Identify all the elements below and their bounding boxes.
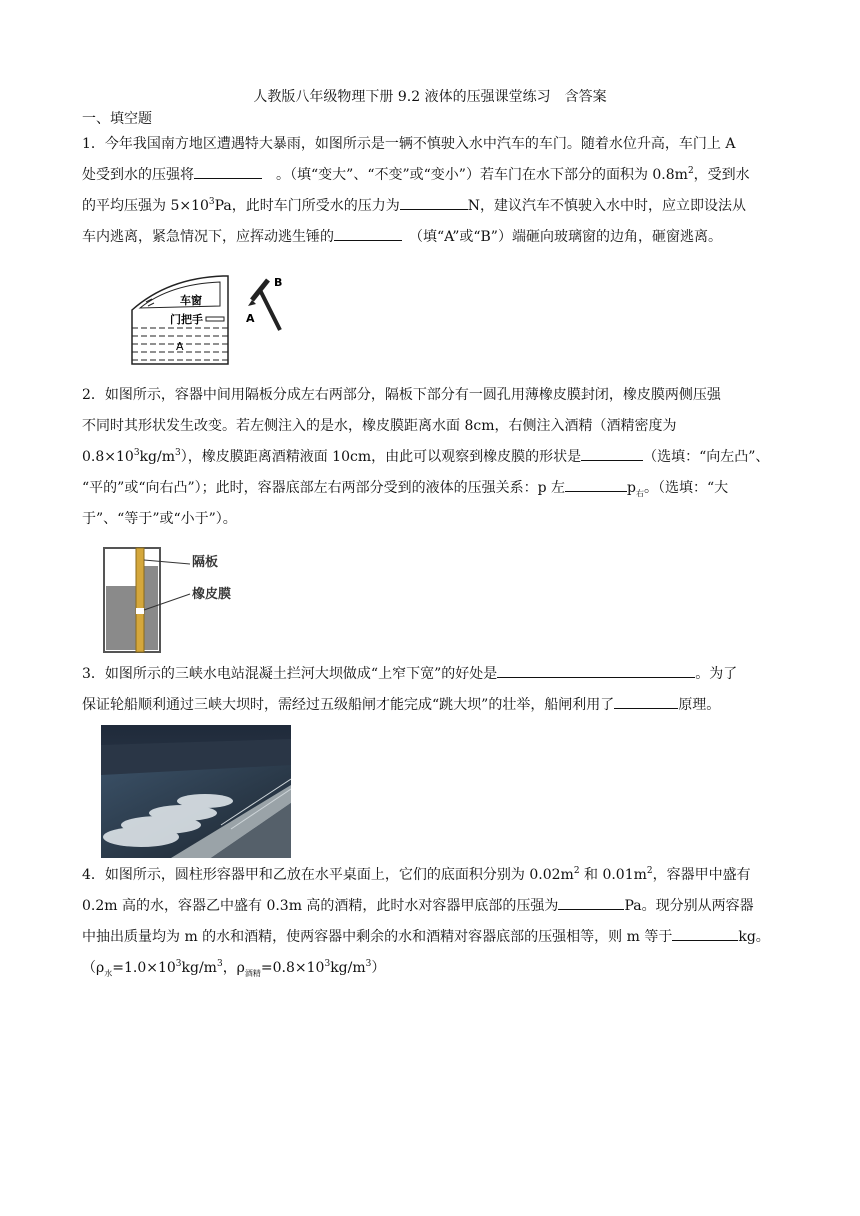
question-3 bbox=[82, 659, 794, 721]
q4-line-1 bbox=[82, 860, 794, 891]
q4-text: kg/m bbox=[181, 960, 217, 976]
q1-text: N，建议汽车不慎驶入水中时，应立即设法从 bbox=[467, 198, 747, 214]
q1-sup: 2 bbox=[687, 166, 694, 176]
q2-text: p bbox=[627, 480, 637, 496]
question-4 bbox=[82, 860, 794, 984]
q2-line-2: 不同时其形状发生改变。若左侧注入的是水，橡皮膜距离水面 8cm，右侧注入酒精（酒精密度为 bbox=[82, 418, 677, 434]
q4-line-2 bbox=[82, 891, 794, 922]
q1-text: （填“A”或“B”）端砸向玻璃窗的边角，砸窗逃离。 bbox=[416, 229, 722, 245]
q4-sub: 水 bbox=[104, 968, 113, 978]
q4-text: 4．如图所示，圆柱形容器甲和乙放在水平桌面上，它们的底面积分别为 0.02m bbox=[82, 867, 574, 883]
q3-line-1 bbox=[82, 659, 794, 690]
q2-blank-2[interactable] bbox=[565, 477, 627, 492]
q4-sub: 酒精 bbox=[244, 968, 261, 978]
q1-text: 处受到水的压强将 bbox=[82, 167, 194, 183]
partition-container-figure bbox=[102, 546, 252, 654]
q1-line-4 bbox=[82, 222, 794, 253]
q4-text: =0.8×10 bbox=[260, 960, 325, 976]
q2-text: 0.8×10 bbox=[82, 449, 134, 465]
membrane-label: 橡皮膜 bbox=[192, 587, 232, 602]
question-2 bbox=[82, 380, 794, 535]
section-heading: 一、填空题 bbox=[82, 111, 152, 127]
q4-text: （ρ bbox=[82, 960, 105, 976]
q2-line-5: 于”、“等于”或“小于”）。 bbox=[82, 511, 237, 527]
q3-text: 保证轮船顺利通过三峡大坝时，需经过五级船闸才能完成“跳大坝”的壮举，船闸利用了 bbox=[82, 697, 615, 713]
q1-line-2 bbox=[82, 160, 794, 191]
q2-text: 。（选填：“大 bbox=[644, 480, 729, 496]
q3-line-2 bbox=[82, 690, 794, 721]
q1-line-3 bbox=[82, 191, 794, 222]
point-a-label: A bbox=[176, 340, 184, 353]
q1-line-1: 1．今年我国南方地区遭遇特大暴雨，如图所示是一辆不慎驶入水中汽车的车门。随着水位升高，车门上 A bbox=[82, 136, 736, 152]
q4-text: Pa。现分别从两容器 bbox=[624, 898, 754, 914]
q4-sup: 3 bbox=[216, 959, 223, 969]
q4-blank-2[interactable] bbox=[672, 926, 738, 941]
document-title: 人教版八年级物理下册 9.2 液体的压强课堂练习 含答案 bbox=[253, 89, 607, 105]
q3-text: 原理。 bbox=[678, 697, 721, 713]
q1-text: Pa，此时车门所受水的压力为 bbox=[214, 198, 400, 214]
q4-sup: 2 bbox=[573, 866, 580, 876]
q4-line-4 bbox=[82, 953, 794, 984]
q2-sup: 3 bbox=[133, 448, 140, 458]
q4-sup: 3 bbox=[324, 959, 331, 969]
window-label: 车窗 bbox=[180, 294, 202, 307]
partition-label: 隔板 bbox=[192, 555, 219, 570]
question-1 bbox=[82, 129, 794, 253]
q4-text: ，ρ bbox=[222, 960, 245, 976]
q1-blank-1[interactable] bbox=[194, 164, 262, 179]
q2-text: “平的”或“向右凸”）；此时，容器底部左右两部分受到的液体的压强关系：p 左 bbox=[82, 480, 566, 496]
q4-text: 中抽出质量均为 m 的水和酒精，使两容器中剩余的水和酒精对容器底部的压强相等，则 m 等于 bbox=[82, 929, 673, 945]
q2-line-4 bbox=[82, 473, 794, 504]
q4-text: 和 0.01m bbox=[579, 867, 647, 883]
q3-text: 。为了 bbox=[695, 666, 738, 682]
q4-sup: 3 bbox=[365, 959, 372, 969]
q1-text: 车内逃离，紧急情况下，应挥动逃生锤的 bbox=[82, 229, 334, 245]
handle-label: 门把手 bbox=[170, 313, 203, 326]
q1-text: 。（填“变大”、“不变”或“变小”）若车门在水下部分的面积为 0.8m bbox=[276, 167, 688, 183]
q1-blank-3[interactable] bbox=[334, 226, 402, 241]
q1-blank-2[interactable] bbox=[400, 195, 468, 210]
q3-blank-2[interactable] bbox=[614, 694, 678, 709]
q1-text: 的平均压强为 5×10 bbox=[82, 198, 209, 214]
hammer-b-label: B bbox=[274, 276, 283, 289]
q2-text: （选填：“向左凸”、 bbox=[643, 449, 770, 465]
q4-blank-1[interactable] bbox=[558, 895, 624, 910]
three-gorges-dam-photo bbox=[101, 725, 291, 858]
q4-sup: 2 bbox=[646, 866, 653, 876]
q2-line-1: 2．如图所示，容器中间用隔板分成左右两部分，隔板下部分有一圆孔用薄橡皮膜封闭，橡皮膜两侧压强 bbox=[82, 387, 721, 403]
q2-sup: 3 bbox=[174, 448, 181, 458]
q2-line-3 bbox=[82, 442, 794, 473]
hammer-a-label: A bbox=[246, 312, 255, 325]
q3-text: 3．如图所示的三峡水电站混凝土拦河大坝做成“上窄下宽”的好处是 bbox=[82, 666, 498, 682]
q4-text: kg。 bbox=[738, 929, 770, 945]
q4-text: 0.2m 高的水，容器乙中盛有 0.3m 高的酒精，此时水对容器甲底部的压强为 bbox=[82, 898, 559, 914]
q2-text: kg/m bbox=[139, 449, 175, 465]
q2-sub: 右 bbox=[636, 488, 645, 498]
q2-text: ），橡皮膜距离酒精液面 10cm，由此可以观察到橡皮膜的形状是 bbox=[180, 449, 582, 465]
q1-text: ，受到水 bbox=[693, 167, 750, 183]
q4-text: ） bbox=[371, 960, 386, 976]
q2-blank-1[interactable] bbox=[581, 446, 643, 461]
q4-line-3 bbox=[82, 922, 794, 953]
q3-blank-1[interactable] bbox=[497, 663, 695, 678]
q1-sup: 3 bbox=[208, 197, 215, 207]
q4-text: ，容器甲中盛有 bbox=[652, 867, 751, 883]
q4-text: kg/m bbox=[330, 960, 366, 976]
car-door-figure bbox=[128, 272, 318, 368]
q4-sup: 3 bbox=[175, 959, 182, 969]
q4-text: =1.0×10 bbox=[112, 960, 176, 976]
